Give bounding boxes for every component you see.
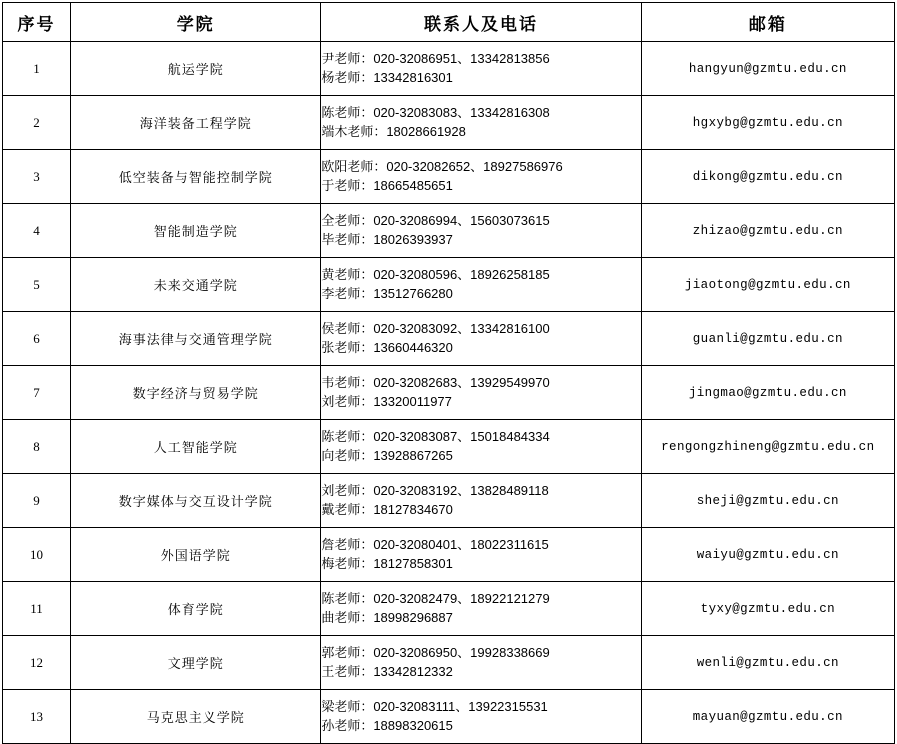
table-row (3, 420, 895, 474)
contact-line: 陈老师：020-32082479、18922121279 (321, 590, 550, 606)
cell-college: 文理学院 (71, 636, 321, 690)
table-body (3, 42, 895, 744)
cell-contact (321, 204, 641, 258)
cell-index: 5 (3, 258, 71, 312)
cell-email: wenli@gzmtu.edu.cn (641, 636, 894, 690)
contact-line: 毕老师：18026393937 (321, 231, 453, 247)
contact-line: 孙老师：18898320615 (321, 717, 453, 733)
cell-index: 8 (3, 420, 71, 474)
contact-line: 侯老师：020-32083092、13342816100 (321, 320, 550, 336)
cell-index: 12 (3, 636, 71, 690)
contact-line: 李老师：13512766280 (321, 285, 453, 301)
table-row (3, 312, 895, 366)
cell-email: tyxy@gzmtu.edu.cn (641, 582, 894, 636)
cell-contact (321, 96, 641, 150)
column-header-contact: 联系人及电话 (321, 3, 641, 42)
contact-line: 端木老师：18028661928 (321, 123, 466, 139)
table-row (3, 258, 895, 312)
cell-contact (321, 474, 641, 528)
contact-line: 韦老师：020-32082683、13929549970 (321, 374, 550, 390)
cell-index: 1 (3, 42, 71, 96)
cell-index: 2 (3, 96, 71, 150)
column-header-college: 学院 (71, 3, 321, 42)
cell-college: 外国语学院 (71, 528, 321, 582)
table-header (3, 3, 895, 42)
cell-email: zhizao@gzmtu.edu.cn (641, 204, 894, 258)
contact-line: 梅老师：18127858301 (321, 555, 453, 571)
college-contact-table (2, 2, 895, 744)
contact-line: 张老师：13660446320 (321, 339, 453, 355)
contact-line: 刘老师：020-32083192、13828489118 (321, 482, 549, 498)
cell-index: 9 (3, 474, 71, 528)
contact-line: 詹老师：020-32080401、18022311615 (321, 536, 549, 552)
table-row (3, 96, 895, 150)
cell-contact (321, 582, 641, 636)
contact-line: 郭老师：020-32086950、19928338669 (321, 644, 550, 660)
table-row (3, 582, 895, 636)
cell-contact (321, 528, 641, 582)
contact-line: 于老师：18665485651 (321, 177, 453, 193)
cell-email: rengongzhineng@gzmtu.edu.cn (641, 420, 894, 474)
cell-college: 海洋装备工程学院 (71, 96, 321, 150)
contact-line: 杨老师：13342816301 (321, 69, 453, 85)
column-header-email: 邮箱 (641, 3, 894, 42)
contact-line: 曲老师：18998296887 (321, 609, 453, 625)
cell-college: 未来交通学院 (71, 258, 321, 312)
cell-college: 低空装备与智能控制学院 (71, 150, 321, 204)
cell-contact (321, 690, 641, 744)
table-row (3, 636, 895, 690)
contact-line: 欧阳老师：020-32082652、18927586976 (321, 158, 563, 174)
contact-line: 全老师：020-32086994、15603073615 (321, 212, 550, 228)
cell-contact (321, 420, 641, 474)
cell-college: 马克思主义学院 (71, 690, 321, 744)
contact-line: 陈老师：020-32083087、15018484334 (321, 428, 550, 444)
cell-email: hangyun@gzmtu.edu.cn (641, 42, 894, 96)
cell-index: 6 (3, 312, 71, 366)
cell-contact (321, 258, 641, 312)
table-row (3, 150, 895, 204)
cell-college: 人工智能学院 (71, 420, 321, 474)
cell-email: sheji@gzmtu.edu.cn (641, 474, 894, 528)
contact-line: 梁老师：020-32083111、13922315531 (321, 698, 548, 714)
cell-college: 智能制造学院 (71, 204, 321, 258)
cell-contact (321, 42, 641, 96)
cell-college: 数字媒体与交互设计学院 (71, 474, 321, 528)
cell-college: 数字经济与贸易学院 (71, 366, 321, 420)
cell-contact (321, 312, 641, 366)
cell-email: dikong@gzmtu.edu.cn (641, 150, 894, 204)
cell-index: 4 (3, 204, 71, 258)
cell-index: 13 (3, 690, 71, 744)
cell-email: hgxybg@gzmtu.edu.cn (641, 96, 894, 150)
cell-index: 7 (3, 366, 71, 420)
cell-email: guanli@gzmtu.edu.cn (641, 312, 894, 366)
cell-college: 体育学院 (71, 582, 321, 636)
cell-college: 海事法律与交通管理学院 (71, 312, 321, 366)
table-row (3, 474, 895, 528)
table-row (3, 366, 895, 420)
contact-line: 尹老师：020-32086951、13342813856 (321, 50, 550, 66)
column-header-index: 序号 (3, 3, 71, 42)
cell-college: 航运学院 (71, 42, 321, 96)
table-row (3, 690, 895, 744)
cell-email: mayuan@gzmtu.edu.cn (641, 690, 894, 744)
cell-contact (321, 150, 641, 204)
table-row (3, 528, 895, 582)
cell-email: waiyu@gzmtu.edu.cn (641, 528, 894, 582)
cell-contact (321, 366, 641, 420)
table-row (3, 204, 895, 258)
cell-index: 3 (3, 150, 71, 204)
contact-line: 黄老师：020-32080596、18926258185 (321, 266, 550, 282)
contact-line: 刘老师：13320011977 (321, 393, 452, 409)
contact-line: 戴老师：18127834670 (321, 501, 453, 517)
table-row (3, 42, 895, 96)
contact-line: 向老师：13928867265 (321, 447, 453, 463)
table-header-row (3, 3, 895, 42)
cell-email: jiaotong@gzmtu.edu.cn (641, 258, 894, 312)
cell-index: 11 (3, 582, 71, 636)
contact-line: 陈老师：020-32083083、13342816308 (321, 104, 550, 120)
cell-index: 10 (3, 528, 71, 582)
contact-line: 王老师：13342812332 (321, 663, 453, 679)
cell-contact (321, 636, 641, 690)
cell-email: jingmao@gzmtu.edu.cn (641, 366, 894, 420)
